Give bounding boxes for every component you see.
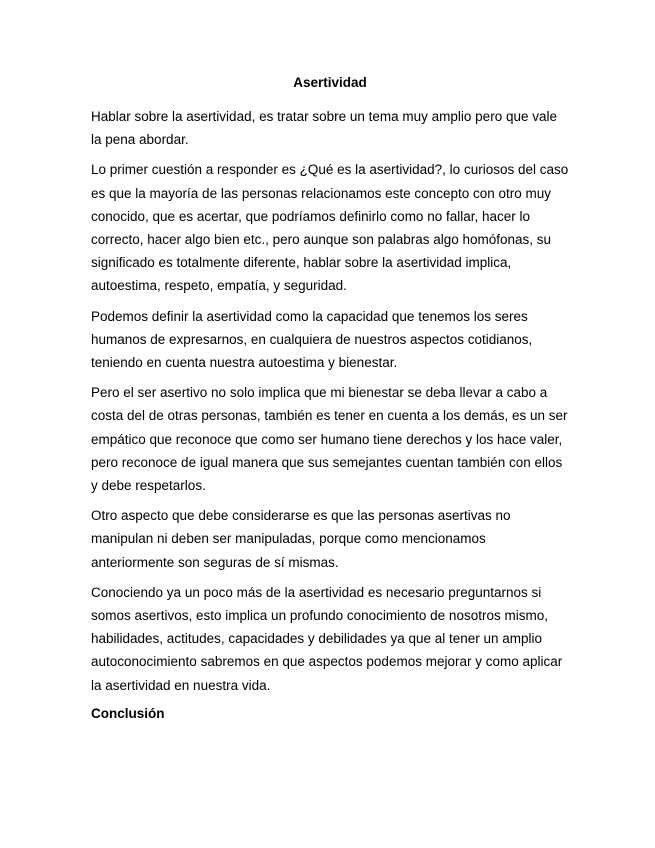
paragraph-line: Hablar sobre la asertividad, es tratar sobre un tema muy amplio pero que vale <box>91 109 557 124</box>
paragraph-line: la asertividad en nuestra vida. <box>91 677 271 693</box>
paragraph-line: anteriormente son seguras de sí mismas. <box>91 554 339 570</box>
paragraph-line: Conociendo ya un poco más de la asertividad es necesario preguntarnos si <box>91 584 542 600</box>
paragraph-line: conocido, que es acertar, que podríamos definirlo como no fallar, hacer lo <box>91 208 531 224</box>
paragraph-1 <box>91 105 569 151</box>
paragraph-line: costa del de otras personas, también es tener en cuenta a los demás, es un ser <box>91 408 568 424</box>
paragraph-line: somos asertivos, esto implica un profundo conocimiento de nosotros mismo, <box>91 608 548 624</box>
paragraph-line: manipulan ni deben ser manipuladas, porque como mencionamos <box>91 531 486 547</box>
paragraph-line: Pero el ser asertivo no solo implica que mi bienestar se deba llevar a cabo a <box>91 385 548 401</box>
paragraph-line: autoconocimiento sabremos en que aspectos podemos mejorar y como aplicar <box>91 654 563 670</box>
conclusion-heading: Conclusión <box>91 705 165 721</box>
paragraph-3 <box>91 305 569 375</box>
paragraph-line: empático que reconoce que como ser humano tiene derechos y los hace valer, <box>91 431 563 447</box>
paragraph-2 <box>91 158 569 297</box>
paragraph-line: Podemos definir la asertividad como la capacidad que tenemos los seres <box>91 308 528 324</box>
document-body <box>91 74 569 724</box>
document-title: Asertividad <box>293 75 367 90</box>
paragraph-line: es que la mayoría de las personas relacionamos este concepto con otro muy <box>91 185 552 201</box>
paragraph-line: humanos de expresarnos, en cualquiera de nuestros aspectos cotidianos, <box>91 331 533 347</box>
paragraph-line: habilidades, actitudes, capacidades y debilidades ya que al tener un amplio <box>91 631 543 647</box>
paragraph-6 <box>91 581 569 697</box>
paragraph-line: teniendo en cuenta nuestra autoestima y bienestar. <box>91 355 398 371</box>
paragraph-line: Otro aspecto que debe considerarse es que las personas asertivas no <box>91 508 511 524</box>
paragraph-4 <box>91 381 569 497</box>
paragraph-line: pero reconoce de igual manera que sus semejantes cuentan también con ellos <box>91 454 563 470</box>
paragraph-5 <box>91 504 569 574</box>
paragraph-line: autoestima, respeto, empatía, y seguridad. <box>91 278 347 294</box>
paragraph-line: Lo primer cuestión a responder es ¿Qué es la asertividad?, lo curiosos del caso <box>91 162 569 178</box>
paragraph-line: correcto, hacer algo bien etc., pero aunque son palabras algo homófonas, su <box>91 232 552 248</box>
paragraph-line: la pena abordar. <box>91 132 189 148</box>
paragraph-line: y debe respetarlos. <box>91 478 206 494</box>
paragraph-line: significado es totalmente diferente, hablar sobre la asertividad implica, <box>91 255 512 271</box>
